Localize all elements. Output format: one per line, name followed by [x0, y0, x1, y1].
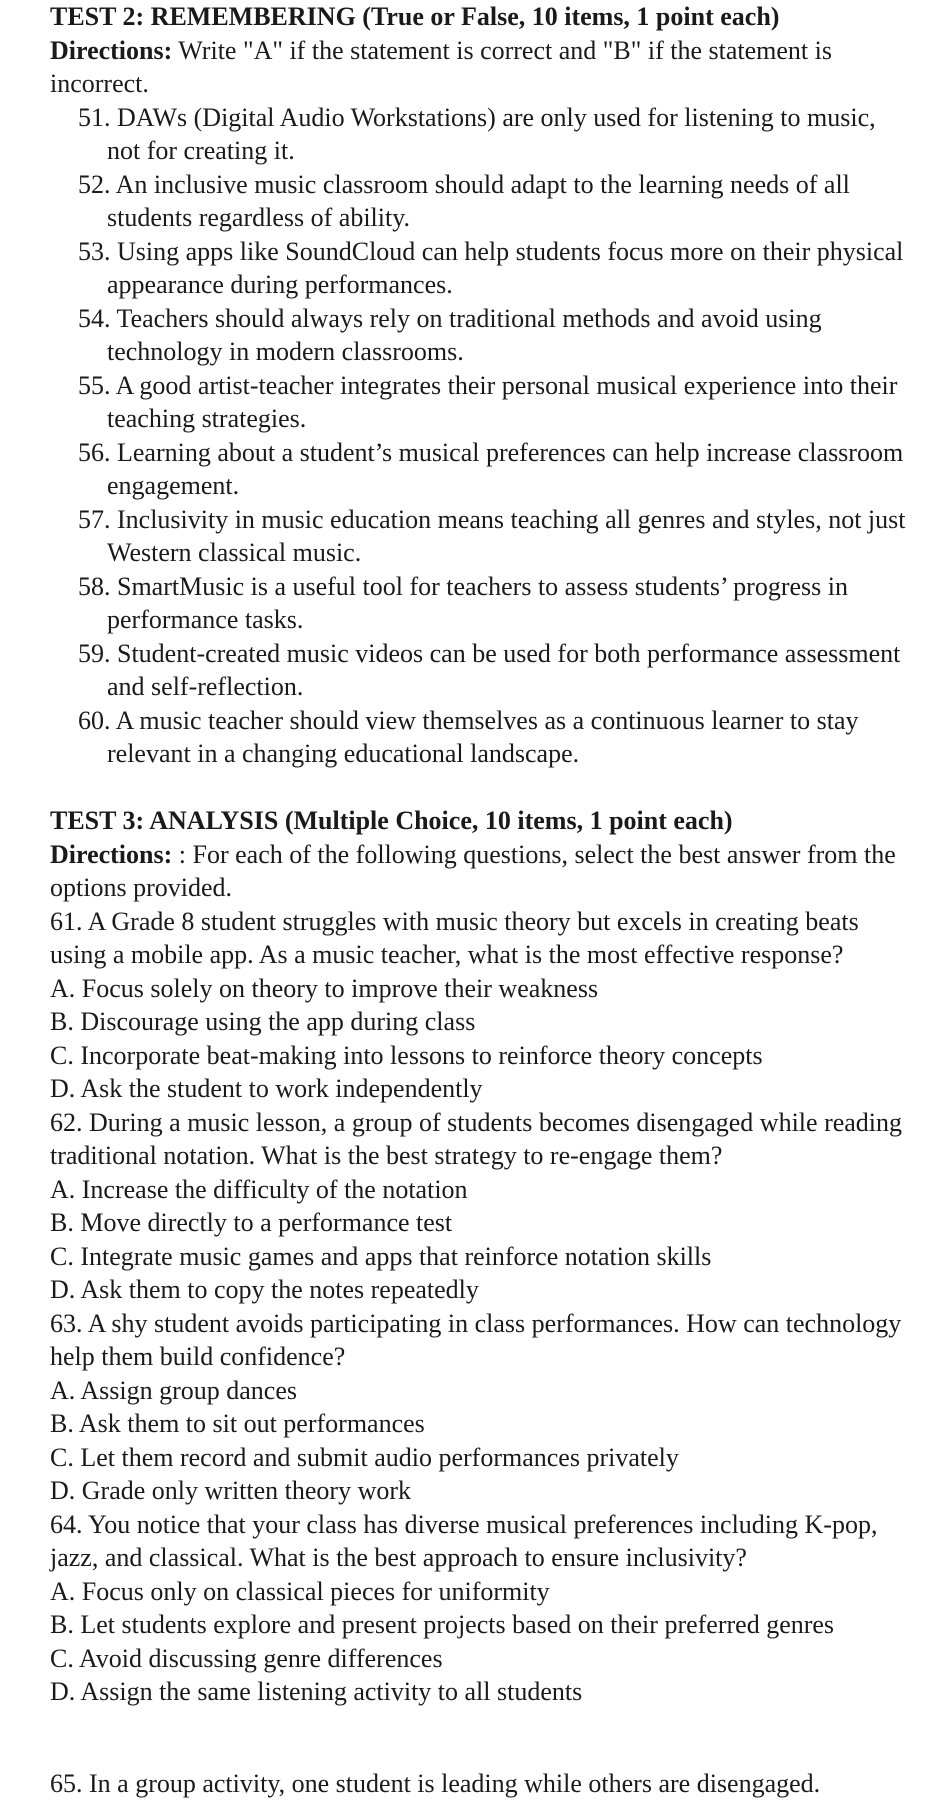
mc-option-62-a: A. Increase the difficulty of the notation: [50, 1174, 468, 1204]
tf-item-53: 53. Using apps like SoundCloud can help students focus more on their physical appearance during performances.: [78, 236, 904, 299]
tf-item-60: 60. A music teacher should view themselves as a continuous learner to stay relevant in a changing educational landscape.: [78, 705, 859, 768]
tf-item-55: 55. A good artist-teacher integrates their personal musical experience into their teaching strategies.: [78, 370, 898, 433]
mc-question-62: 62. During a music lesson, a group of students becomes disengaged while reading traditional notation. What is the best strategy to re-engage them?: [50, 1107, 903, 1170]
mc-option-63-d: D. Grade only written theory work: [50, 1476, 412, 1505]
mc-option-61-b: B. Discourage using the app during class: [50, 1007, 476, 1036]
mc-option-61-c: C. Incorporate beat-making into lessons to reinforce theory concepts: [50, 1040, 763, 1070]
mc-option-63-b: B. Ask them to sit out performances: [50, 1409, 425, 1438]
tf-item-58: 58. SmartMusic is a useful tool for teachers to assess students’ progress in performance tasks.: [78, 571, 848, 634]
test2-directions: [50, 34, 910, 101]
document-page: [50, 0, 910, 1709]
mc-option-61-d: D. Ask the student to work independently: [50, 1074, 483, 1103]
test2-heading: TEST 2: REMEMBERING (True or False, 10 items, 1 point each): [50, 2, 780, 31]
mc-option-64-b: B. Let students explore and present projects based on their preferred genres: [50, 1610, 835, 1639]
mc-option-64-c: C. Avoid discussing genre differences: [50, 1643, 443, 1673]
mc-question-64: 64. You notice that your class has diverse musical preferences including K-pop, jazz, and classical. What is the best approach to ensure inclusivity?: [50, 1509, 878, 1572]
mc-question-block-64: [50, 1508, 910, 1709]
test3-directions: [50, 838, 910, 905]
tf-item-57: 57. Inclusivity in music education means teaching all genres and styles, not just Western classical music.: [78, 504, 906, 567]
mc-question-63: 63. A shy student avoids participating in class performances. How can technology help them build confidence?: [50, 1308, 902, 1371]
mc-option-62-c: C. Integrate music games and apps that reinforce notation skills: [50, 1241, 712, 1271]
test3-heading: TEST 3: ANALYSIS (Multiple Choice, 10 items, 1 point each): [50, 806, 733, 835]
mc-question-block-62: [50, 1106, 910, 1307]
mc-question-61: 61. A Grade 8 student struggles with music theory but excels in creating beats using a mobile app. As a music teacher, what is the most effective response?: [50, 906, 859, 969]
tf-item-56: 56. Learning about a student’s musical preferences can help increase classroom engagement.: [78, 437, 904, 500]
mc-option-62-d: D. Ask them to copy the notes repeatedly: [50, 1275, 479, 1304]
mc-question-block-63: [50, 1307, 910, 1508]
true-false-list: [50, 101, 910, 771]
section-spacer: [50, 771, 910, 805]
test2-directions-text: Write "A" if the statement is correct and "B" if the statement is incorrect.: [50, 35, 832, 98]
mc-question-block-61: [50, 905, 910, 1106]
tf-item-59: 59. Student-created music videos can be used for both performance assessment and self-reflection.: [78, 638, 901, 701]
test2-directions-label: Directions:: [50, 35, 173, 65]
mc-option-63-c: C. Let them record and submit audio performances privately: [50, 1442, 679, 1472]
test3-directions-text: : For each of the following questions, select the best answer from the options provided.: [50, 839, 896, 902]
mc-option-64-a: A. Focus only on classical pieces for uniformity: [50, 1576, 550, 1606]
test3-directions-label: Directions:: [50, 839, 173, 869]
tf-item-52: 52. An inclusive music classroom should adapt to the learning needs of all students regardless of ability.: [78, 169, 850, 232]
mc-option-63-a: A. Assign group dances: [50, 1375, 297, 1405]
mc-option-64-d: D. Assign the same listening activity to all students: [50, 1677, 583, 1706]
mc-option-61-a: A. Focus solely on theory to improve their weakness: [50, 973, 599, 1003]
tf-item-51: 51. DAWs (Digital Audio Workstations) are only used for listening to music, not for creating it.: [78, 102, 876, 165]
tf-item-54: 54. Teachers should always rely on traditional methods and avoid using technology in modern classrooms.: [78, 303, 822, 366]
mc-option-62-b: B. Move directly to a performance test: [50, 1208, 453, 1237]
mc-question-65-cut-off: 65. In a group activity, one student is leading while others are disengaged.: [50, 1769, 821, 1798]
